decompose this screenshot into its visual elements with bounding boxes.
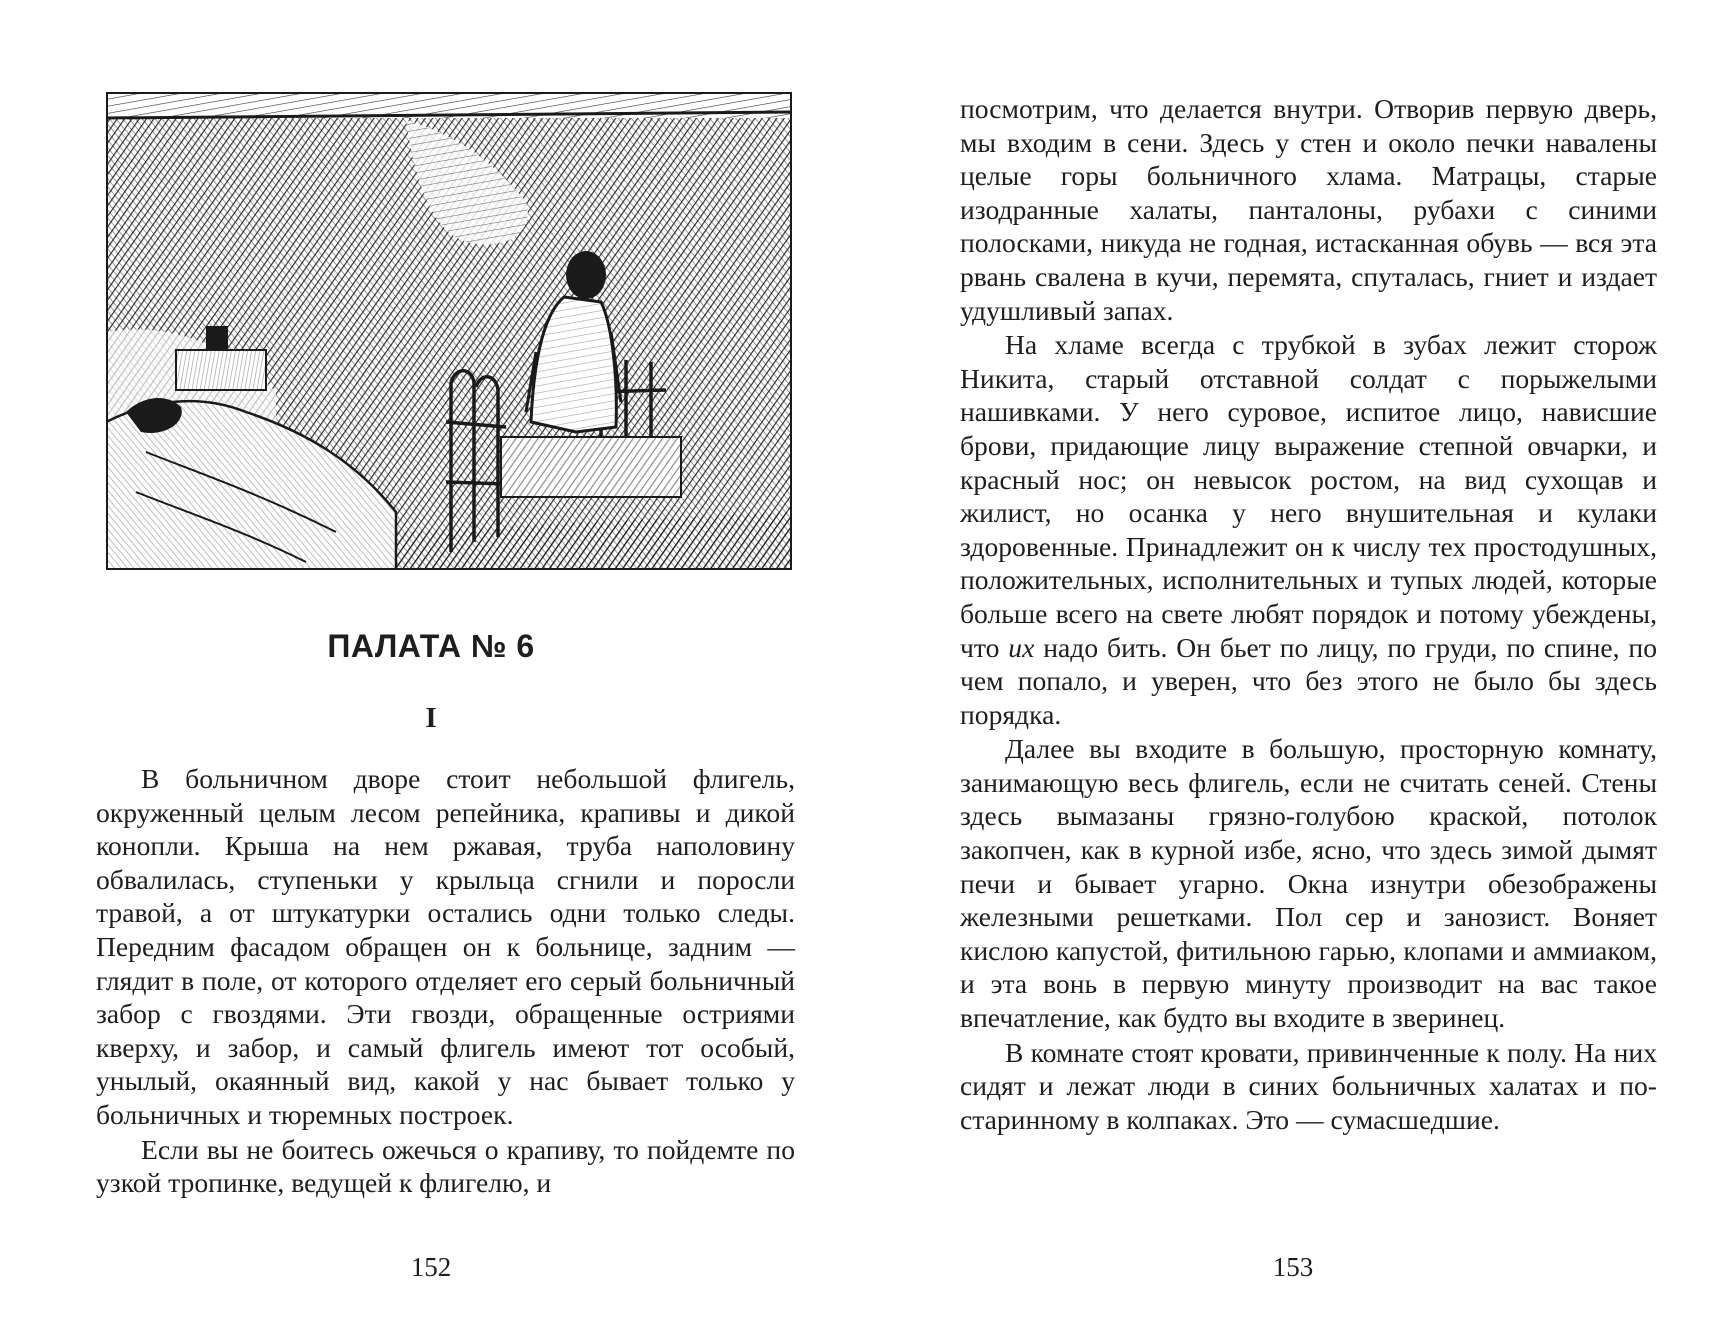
hospital-ward-engraving-icon <box>106 92 792 570</box>
page-number: 153 <box>1272 1252 1314 1282</box>
paragraph-part: На хламе всегда с трубкой в зубах лежит сторож Никита, старый отставной солдат с порыжелыми нашивками. У него суровое, испитое лицо, нависшие брови, придающие лицу выражение степной овчарки, и красный нос; он невысок ростом, на вид сухощав и жилист, но осанка у него внушительная и кулаки здоровенные. Принадлежит он к числу тех простодушных, положительных, исполнительных и тупых людей, которые больше всего на свете любят порядок и потому убеждены, что <box>960 329 1657 663</box>
paragraph: В больничном дворе стоит небольшой флигель, окруженный целым лесом репейника, крапивы и дикой конопли. Крыша на нем ржавая, труба наполовину обвалилась, ступеньки у крыльца сгнили и поросли травой, а от штукатурки остались одни только следы. Передним фасадом обращен он к больнице, задним — глядит в поле, от которого отделяет его серый больничный забор с гвоздями. Эти гвозди, обращенные остриями кверху, и забор, и самый флигель имеют тот особый, унылый, окаянный вид, какой у нас бывает только у больничных и тюремных построек. <box>96 763 795 1130</box>
story-title: ПАЛАТА № 6 <box>327 628 535 664</box>
page-number: 152 <box>410 1252 452 1282</box>
emphasis-text: их <box>1008 631 1035 663</box>
paragraph-continuation: посмотрим, что делается внутри. Отворив первую дверь, мы входим в сени. Здесь у стен и около печки навалены целые горы больничного хлама. Матрацы, старые изодранные халаты, панталоны, рубахи с синими полосками, никуда не годная, истасканная обувь — вся эта рвань свалена в кучи, перемята, спуталась, гниет и издает удушливый запах. <box>960 93 1657 326</box>
paragraph: Далее вы входите в большую, просторную комнату, занимающую весь флигель, если не считать сеней. Стены здесь вымазаны грязно-голубою краской, потолок закопчен, как в курной избе, ясно, что здесь зимой дымят печи и бывает угарно. Окна изнутри обезображены железными решетками. Пол сер и занозист. Воняет кислою капустой, фитильною гарью, клопами и аммиаком, и эта вонь в первую минуту производит на вас такое впечатление, как будто вы входите в зверинец. <box>960 733 1657 1034</box>
paragraph: В комнате стоят кровати, привинченные к полу. На них сидят и лежат люди в синих больничных халатах и по-старинному в колпаках. Это — сумасшедшие. <box>960 1036 1657 1135</box>
paragraph: Если вы не боитесь ожечься о крапиву, то пойдемте по узкой тропинке, ведущей к флигелю, и <box>96 1133 795 1199</box>
paragraph <box>960 328 1657 731</box>
chapter-number: I <box>425 702 437 734</box>
right-page <box>862 0 1724 1340</box>
right-page-text <box>960 92 1657 1136</box>
left-page-text <box>96 762 795 1200</box>
paragraph-part: надо бить. Он бьет по лицу, по груди, по спине, по чем попало, и уверен, что без этого не было бы здесь порядка. <box>960 631 1657 730</box>
